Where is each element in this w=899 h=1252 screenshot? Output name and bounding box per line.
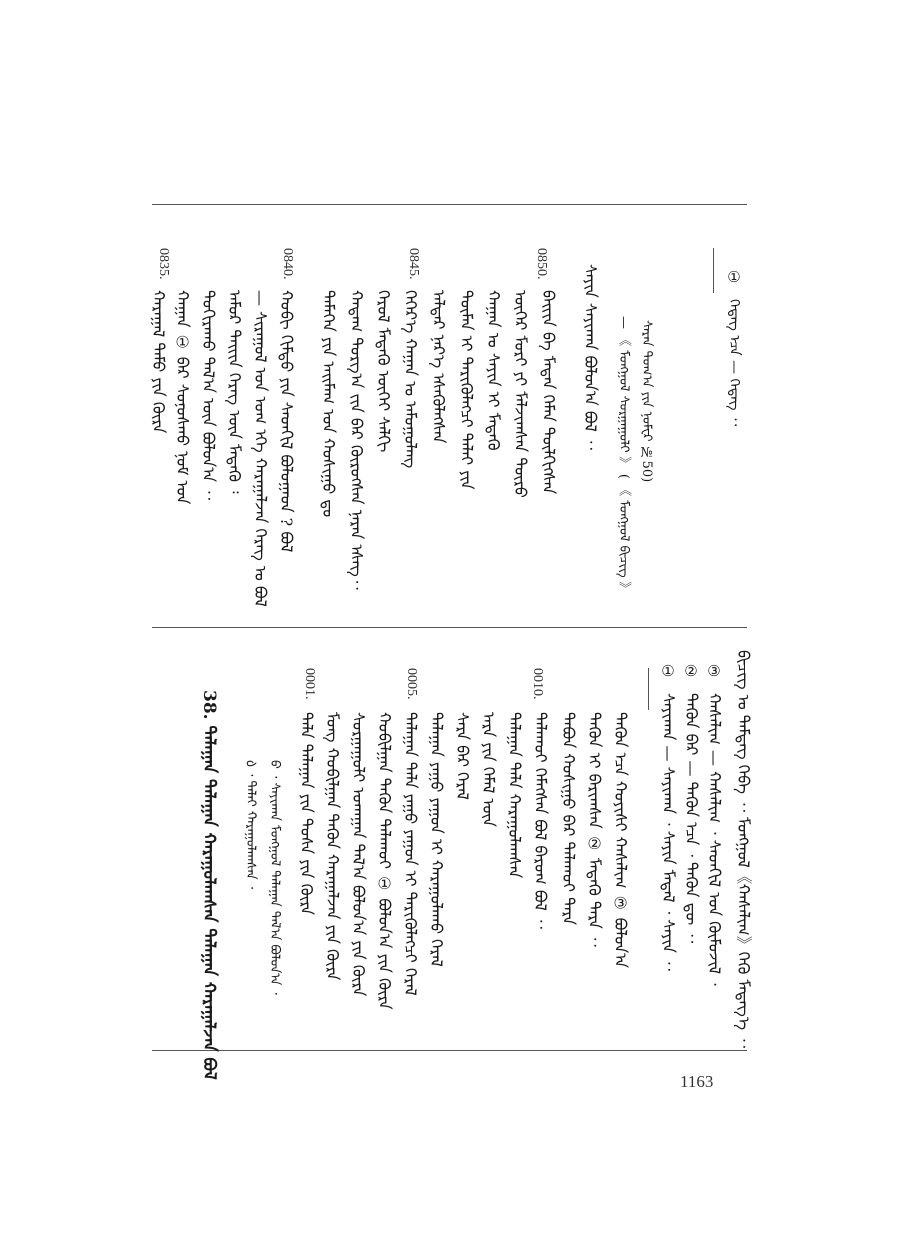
upper-line-9: ᠬᠠᠳᠠᠭ ᠲᠣᠷᠭ᠎ᠠ ᠵᠢᠨ ᠪᠡᠷ ᠬᠦᠷᠦᠭᠰᠡᠨ ᠨᠠᠷᠠᠨ ᠡᠰᠡᠭ᠂᠂ <box>347 290 366 590</box>
footnote-marker: ② <box>682 662 700 680</box>
upper-line-4: ᠬᠠᠭᠠᠨ ᠤ ᠰᠠᠶᠢᠨ ᠢ ᠮᠡᠳᠡᠬᠦ <box>484 290 503 451</box>
upper-line-7: ᠬᠡᠭᠡᠷ᠎ᠡ ᠬᠠᠭᠠᠨ ᠤ ᠠᠮᠤᠭᠤᠯᠠᠩ <box>401 290 420 469</box>
top-rule <box>152 204 747 205</box>
footnote-text: ᠬᠠᠰᠠᠯᠢᠭ — ᠬᠠᠰᠠᠯᠢᠭ ᠂ ᠰᠡᠳᠬᠢᠯ ᠤᠨ ᠬᠦᠮᠦᠵᠢᠯ ᠂ <box>705 693 724 986</box>
lower-line-9: ᠲᠠᠯᠠᠭᠠᠨ ᠲᠠᠯᠠ ᠶᠠᠭᠤ ᠶᠠᠭᠤᠨ ᠢ ᠲᠡᠷᠢᠭᠦᠯᠡᠭᠴᠢ ᠭᠡᠷᠡᠯ <box>401 712 420 996</box>
line-number: 0001. <box>302 668 317 700</box>
lower-line-4: ᠲᠠᠯᠠᠬᠤᠢ ᠬᠡᠮᠡᠭᠰᠡᠨ ᠪᠣᠯ ᠪᠠᠷᠤᠭ ᠪᠣᠯ ᠂᠂ <box>531 712 550 929</box>
section-heading: 38. ᠲᠠᠯᠠᠭᠠᠨ ᠲᠠᠯᠠᠭᠠᠨ ᠬᠠᠷᠠᠭᠤᠯᠠᠭᠰᠠᠨ ᠲᠠᠯᠠᠭᠠᠨ ᠬᠠᠷᠠᠭᠠᠯᠵᠠᠨ ᠪᠣᠯ <box>199 690 219 1080</box>
upper-line-6: ᠠᠯᠳᠠᠷ ᠨᠡᠷ᠎ᠡ ᠡᠰᠡᠭᠦᠯᠡᠭᠰᠡᠨ <box>429 290 448 444</box>
footnote-separator-upper <box>713 248 714 293</box>
footnote-marker: ① <box>659 662 677 680</box>
footnote-marker: ③ <box>705 662 723 680</box>
footnote-text: ᠭᠡᠳᠡᠭ ᠡᠴᠡ — ᠭᠡᠳᠡᠭ ᠂᠂ <box>726 298 742 426</box>
footnote-separator-lower <box>648 668 649 710</box>
line-number: 0845. <box>406 248 421 280</box>
lower-footnote-3 <box>706 662 722 986</box>
lower-footnote-2 <box>683 662 699 943</box>
upper-line-14: ᠲᠣᠬᠢᠷᠠᠬᠤ ᠲᠠᠯ᠎ᠠ ᠦᠨ ᠪᠣᠯᠤᠨ᠎ᠠ ᠂᠂ <box>199 290 218 501</box>
lower-line-11: ᠰᠤᠷᠭᠠᠭᠤᠯᠢ ᠤᠬᠠᠭᠠᠨ ᠲᠠᠯ᠎ᠠ ᠪᠣᠯᠤᠨ᠎ᠠ ᠶᠢᠨ ᠬᠦᠷᠡ <box>349 712 368 997</box>
lower-line-12: ᠮᠣᠩ ᠬᠤᠪᠢᠯᠭᠠᠨ ᠲᠡᠭᠦᠨ ᠬᠠᠷᠠᠭᠠᠯᠵᠠᠨ ᠶᠢᠨ ᠬᠦᠷᠡ <box>323 712 342 981</box>
lower-line-10: ᠬᠤᠪᠢᠯᠭᠠᠨ ᠲᠡᠭᠦᠨ ᠲᠠᠯᠠᠬᠤᠢ ① ᠪᠣᠯᠤᠨ᠎ᠠ ᠶᠢᠨ ᠬᠦᠷᠡ <box>375 712 394 1010</box>
upper-line-13: ᠠᠮᠤᠷ ᠳᠠᠢᠢᠨ ᠬᠡᠷᠡᠭ ᠦᠨ ᠮᠡᠳᠡᠬᠦ ᠄ <box>225 290 244 494</box>
line-number: 0840. <box>280 248 295 280</box>
upper-line-8: ᠬᠡᠷᠦᠯ ᠮᠡᠳᠡᠬᠦ ᠦᠭᠡᠢ ᠰᠠᠯᠬᠢ <box>374 290 393 453</box>
line-number: 0010. <box>530 668 545 700</box>
line-number: 0850. <box>534 248 549 280</box>
bottom-rule <box>152 1050 747 1051</box>
footnote-marker: ① <box>725 268 743 286</box>
upper-line-16: ᠬᠠᠷᠠᠭᠠᠯ ᠲᠠᠮᠤ ᠶᠢᠨ ᠬᠦᠷᠡ <box>149 290 168 434</box>
line-number: 0005. <box>404 668 419 700</box>
lower-line-2: ᠲᠡᠭᠦᠨ ᠢ ᠪᠠᠷᠢᠭᠰᠠᠨ ② ᠮᠡᠳᠡᠬᠦ ᠲᠡᠷᠡ ᠂᠂ <box>585 712 604 947</box>
upper-line-12: — ᠰᠢᠷᠠᠭᠤᠯ ᠤᠨ ᠤᠭ ᠡᠬᠡ ᠬᠠᠷᠠᠭᠠᠯᠵᠠᠨ ᠬᠡᠷᠡᠭ ᠤ ᠪᠣᠯ <box>251 290 270 607</box>
lower-footnote-1 <box>660 662 676 971</box>
upper-line-10: ᠲᠡᠮᠡᠭᠡᠨ ᠶᠢᠨ ᠠᠢᠮᠠᠭ ᠤᠨ ᠬᠣᠰᠢᠭᠤ ᠳᠤ <box>319 290 338 518</box>
lower-line-13: ᠲᠠᠯᠠ ᠲᠠᠯᠠᠭᠠᠨ ᠶᠢᠨ ᠲᠤᠰᠠ ᠶᠢᠨ ᠬᠦᠷᠡ <box>297 712 316 916</box>
lower-line-7: ᠰᠠᠷᠠ ᠪᠠᠷ ᠭᠡᠷᠡᠯ <box>453 712 472 800</box>
upper-line-5: ᠲᠦᠮᠡᠨ ᠢ ᠲᠡᠷᠢᠭᠦᠯᠡᠭᠴᠢ ᠳᠠᠯᠠᠢ ᠶᠢᠨ <box>457 290 476 490</box>
upper-line-3: ᠦᠬᠡᠷ ᠮᠣᠷᠢ ᠶᠢ ᠮᠠᠯᠵᠢᠭᠰᠠᠨ ᠲᠦᠷᠦ <box>511 290 530 498</box>
source-line-1: ᠰᠠᠷᠠᠨ ᠲᠣᠭ᠎ᠠ ᠶᠢᠨ ᠨᠣᠮᠧᠷ №50) <box>639 320 654 483</box>
lower-top-line: ᠪᠢᠴᠢᠭ ᠤ ᠲᠡᠮᠳᠡᠭ ᠭᠡᠪᠡ ᠂᠂ ᠮᠣᠩᠭᠣᠯ《ᠬᠠᠰᠠᠯᠢᠭ》ᠭᠡᠬᠦ ᠮᠡᠳᠡᠭ᠎ᠡ ᠂᠂ <box>734 650 753 1049</box>
lower-line-1: ᠲᠡᠭᠦᠨ ᠡᠴᠡ ᠬᠣᠶᠢᠰᠢ ᠬᠠᠰᠠᠯᠢᠭ ③ ᠪᠣᠯᠤᠨ᠎ᠠ <box>611 712 630 969</box>
upper-line-1: ᠰᠠᠶᠢᠨ ᠰᠠᠶᠢᠬᠠᠨ ᠪᠣᠯᠤᠨ᠎ᠠ ᠪᠣᠯ ᠂᠂ <box>581 264 600 450</box>
upper-line-11: ᠬᠤᠪᠢ ᠬᠢᠮᠳᠤ ᠶᠢᠨ ᠰᠡᠳᠬᠢᠯ ᠪᠣᠯᠤᠭᠠᠳ ? ᠪᠣᠯ <box>277 290 296 553</box>
upper-footnote <box>726 268 741 426</box>
source-line-2: — 《 ᠮᠣᠩᠭᠣᠯ ᠰᠤᠷᠭᠠᠭᠤᠯᠢ 》 ( 《 ᠮᠣᠩᠭᠣᠯ ᠪᠢᠴᠢᠭ 》 <box>616 316 631 595</box>
line-number: 0835. <box>156 248 171 280</box>
upper-line-2: ᠪᠠᠢᠢᠨ ᠪᠠ ᠮᠡᠳᠡᠨ ᠬᠡᠮᠡᠨ ᠲᠦᠯᠬᠢᠭᠰᠡᠨ <box>539 290 558 495</box>
colophon-line-2: ᠔ ᠂ ᠲᠠᠯᠠᠢ ᠬᠠᠷᠠᠭᠤᠯᠠᠭᠰᠠᠨ ᠂ <box>243 760 258 889</box>
footnote-text: ᠰᠠᠶᠢᠬᠠᠨ — ᠰᠠᠶᠢᠬᠠᠨ ᠂ ᠰᠠᠶᠢᠨ ᠮᠡᠳᠡᠯ ᠂ ᠰᠠᠶᠢᠨ ᠂᠂ <box>659 693 678 972</box>
page-number: 1163 <box>680 1072 714 1091</box>
lower-line-6: ᠠᠷᠠ ᠶᠢᠨ ᠬᠡᠮᠡᠯ ᠦᠨ <box>479 712 498 828</box>
upper-line-15: ᠬᠠᠭᠠᠨ ① ᠪᠠᠷ ᠰᠣᠨᠣᠰᠬᠤ ᠨᠣᠮ ᠤᠨ <box>173 290 192 505</box>
lower-line-8: ᠲᠠᠯᠠᠭᠠᠨ ᠶᠠᠭᠤ ᠶᠠᠭᠤᠨ ᠢ ᠬᠠᠷᠠᠭᠤᠯᠠᠬᠤ ᠭᠡᠷᠡᠯ <box>427 712 446 967</box>
lower-line-5: ᠲᠠᠯᠠᠭᠠᠨ ᠲᠠᠯᠠ ᠬᠠᠷᠠᠭᠤᠯᠠᠭᠰᠠᠨ <box>505 712 524 879</box>
middle-rule <box>152 627 747 628</box>
footnote-text: ᠲᠡᠭᠦᠨ ᠪᠠᠷ — ᠲᠡᠭᠦᠨ ᠡᠴᠡ ᠂ ᠲᠡᠭᠦᠨ ᠳᠦ ᠂᠂ <box>682 693 701 944</box>
colophon-line-1: ᠪ ᠂ ᠰᠠᠶᠢᠬᠠᠨ ᠮᠣᠩᠭᠣᠯ ᠲᠠᠯᠠᠭᠠᠨ ᠲᠠᠯ᠎ᠠ ᠪᠣᠯᠤᠨ᠎ᠠ ᠂ <box>267 760 282 995</box>
lower-line-3: ᠲᠠᠪᠤᠨ ᠬᠣᠰᠢᠭᠤ ᠪᠠᠷ ᠲᠠᠯᠠᠬᠤᠢ ᠲᠡᠷᠡ <box>559 712 578 926</box>
